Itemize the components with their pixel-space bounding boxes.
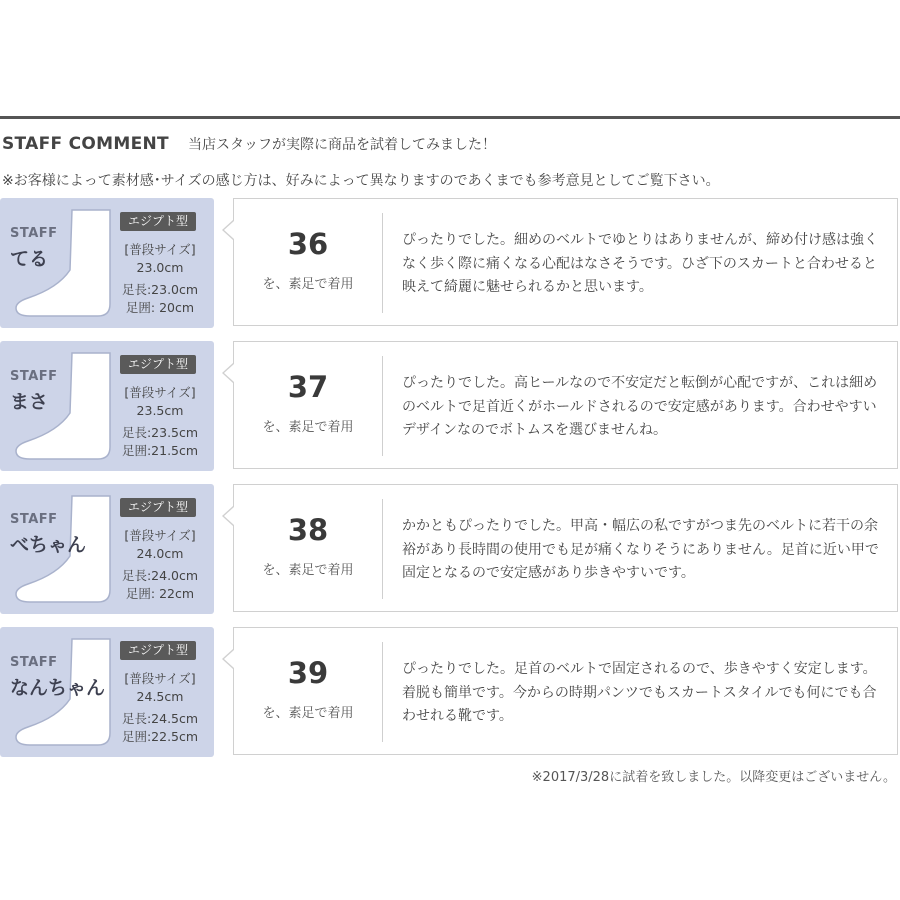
worn-size: 37: [287, 370, 329, 404]
worn-size-note: を、素足で着用: [262, 420, 354, 435]
staff-comment-title: STAFF COMMENT: [2, 134, 169, 154]
staff-profile-panel: [0, 627, 214, 757]
comment-box: [233, 198, 898, 326]
staff-label: STAFF: [10, 655, 58, 670]
usual-size-label: [普段サイズ]: [124, 385, 196, 400]
disclaimer-note: ※お客様によって素材感･サイズの感じ方は、好みによって異なりますのであくまでも参考意見としてご覧下さい。: [2, 173, 720, 189]
worn-size-note: を、素足で着用: [262, 563, 354, 578]
comment-text: ぴったりでした。高ヒールなので不安定だと転倒が心配ですが、これは細めのベルトで足首近くがホールドされるので安定感があります。合わせやすいデザインなのでボトムスを選びませんね。: [402, 375, 878, 438]
foot-type-badge: エジプト型: [120, 498, 196, 517]
usual-size-value: 24.5cm: [136, 689, 184, 704]
usual-size-label: [普段サイズ]: [124, 242, 196, 257]
section-heading: [2, 134, 900, 158]
staff-row: [0, 341, 900, 471]
staff-profile-panel: [0, 484, 214, 614]
comment-box: [233, 484, 898, 612]
staff-row: [0, 627, 900, 757]
divider: [382, 213, 383, 313]
foot-type-badge: エジプト型: [120, 641, 196, 660]
usual-size-value: 23.5cm: [136, 403, 184, 418]
usual-size-value: 24.0cm: [136, 546, 184, 561]
comment-text: かかともぴったりでした。甲高・幅広の私ですがつま先のベルトに若干の余裕があり長時間の使用でも足が痛くなりそうにありません。足首に近い甲で固定となるので安定感があり歩きやすいです。: [402, 518, 879, 581]
usual-size-label: [普段サイズ]: [124, 528, 196, 543]
staff-row: [0, 484, 900, 614]
staff-name: まさ: [10, 391, 49, 413]
comment-box: [233, 627, 898, 755]
foot-girth: 足囲: 22cm: [125, 586, 195, 601]
foot-girth: 足囲:22.5cm: [121, 729, 199, 744]
staff-comment-subtitle: 当店スタッフが実際に商品を試着してみました！: [188, 137, 497, 153]
staff-label: STAFF: [10, 226, 58, 241]
staff-profile-panel: [0, 341, 214, 471]
staff-name: べちゃん: [10, 534, 87, 556]
foot-type-badge: エジプト型: [120, 212, 196, 231]
callout-arrow-inner: [224, 507, 234, 525]
divider: [382, 642, 383, 742]
divider: [382, 499, 383, 599]
staff-label: STAFF: [10, 512, 58, 527]
staff-label: STAFF: [10, 369, 58, 384]
trial-date-note: ※2017/3/28に試着を致しました。以降変更はございません。: [531, 770, 896, 785]
staff-row: [0, 198, 900, 328]
foot-length: 足長:23.5cm: [121, 425, 199, 440]
comment-box: [233, 341, 898, 469]
worn-size-note: を、素足で着用: [262, 277, 354, 292]
usual-size-value: 23.0cm: [136, 260, 184, 275]
foot-girth: 足囲: 20cm: [125, 300, 195, 315]
staff-profile-panel: [0, 198, 214, 328]
worn-size: 38: [287, 513, 329, 547]
foot-type-badge: エジプト型: [120, 355, 196, 374]
callout-arrow-inner: [224, 221, 234, 239]
top-rule: [0, 116, 900, 119]
worn-size: 36: [287, 227, 329, 261]
usual-size-label: [普段サイズ]: [124, 671, 196, 686]
worn-size-note: を、素足で着用: [262, 706, 354, 721]
divider: [382, 356, 383, 456]
callout-arrow-inner: [224, 364, 234, 382]
staff-name: てる: [10, 248, 49, 270]
foot-length: 足長:23.0cm: [121, 282, 199, 297]
foot-girth: 足囲:21.5cm: [121, 443, 199, 458]
callout-arrow-inner: [224, 650, 234, 668]
foot-length: 足長:24.5cm: [121, 711, 199, 726]
worn-size: 39: [287, 656, 329, 690]
foot-length: 足長:24.0cm: [121, 568, 199, 583]
comment-text: ぴったりでした。足首のベルトで固定されるので、歩きやすく安定します。着脱も簡単です。今からの時期パンツでもスカートスタイルでも何にでも合わせれる靴です。: [402, 661, 877, 724]
comment-text: ぴったりでした。細めのベルトでゆとりはありませんが、締め付け感は強くなく歩く際に痛くなる心配はなさそうです。ひざ下のスカートと合わせると映えて綺麗に魅せられるかと思います。: [402, 232, 878, 295]
staff-name: なんちゃん: [10, 677, 106, 699]
